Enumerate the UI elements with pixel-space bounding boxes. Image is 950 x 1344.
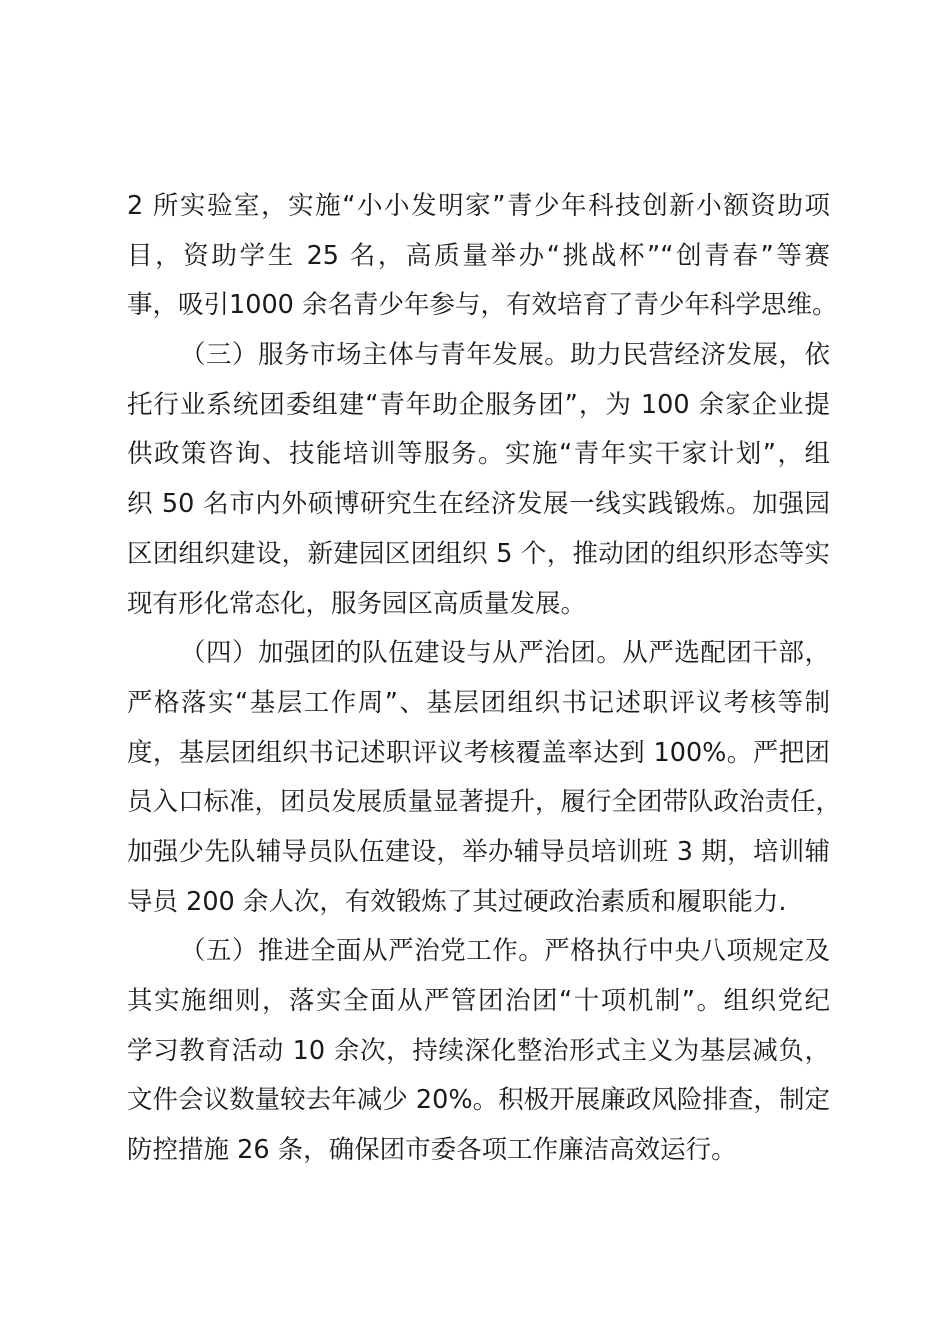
text-line-content: 托行业系统团委组建“青年助企服务团”，为 100 余家企业提: [127, 389, 830, 420]
text-line: [0, 1126, 950, 1176]
text-line: [0, 977, 950, 1027]
text-line: [0, 679, 950, 729]
text-line: [0, 580, 950, 630]
text-line-content: 织 50 名市内外硕博研究生在经济发展一线实践锻炼。加强园: [127, 489, 830, 520]
text-line-content: 度，基层团组织书记述职评议考核覆盖率达到 100%。严把团: [127, 737, 830, 768]
text-line-content: 目，资助学生 25 名，高质量举办“挑战杯”“创青春”等赛: [127, 240, 830, 271]
text-line: [0, 1027, 950, 1077]
text-line-content: （五）推进全面从严治党工作。严格执行中央八项规定及: [180, 936, 830, 967]
text-line-content: 严格落实“基层工作周”、基层团组织书记述职评议考核等制: [127, 687, 830, 718]
text-line-content: （三）服务市场主体与青年发展。助力民营经济发展，依: [180, 340, 830, 371]
text-line: [0, 281, 950, 331]
text-line-content: 现有形化常态化，服务园区高质量发展。: [127, 588, 587, 619]
text-line-content: 2 所实验室，实施“小小发明家”青少年科技创新小额资助项: [127, 191, 830, 221]
text-line: [0, 182, 950, 232]
text-line: [0, 878, 950, 928]
document-body: [0, 182, 950, 1176]
text-line-content: 供政策咨询、技能培训等服务。实施“青年实干家计划”，组: [127, 439, 830, 470]
text-line-content: 防控措施 26 条，确保团市委各项工作廉洁高效运行。: [127, 1135, 737, 1166]
text-line: [0, 629, 950, 679]
text-line: [0, 530, 950, 580]
text-line: [0, 381, 950, 431]
text-line-content: 区团组织建设，新建园区团组织 5 个，推动团的组织形态等实: [127, 538, 830, 569]
text-line-content: 事，吸引1000 余名青少年参与，有效培育了青少年科学思维。: [127, 290, 838, 321]
text-line-content: 其实施细则，落实全面从严管团治团“十项机制”。组织党纪: [127, 986, 830, 1016]
text-line-content: （四）加强团的队伍建设与从严治团。从严选配团干部，: [180, 638, 830, 669]
text-line-content: 加强少先队辅导员队伍建设，举办辅导员培训班 3 期，培训辅: [127, 836, 830, 867]
text-line: [0, 331, 950, 381]
text-line-content: 员入口标准，团员发展质量显著提升，履行全团带队政治责任，: [127, 787, 842, 818]
text-line: [0, 430, 950, 480]
text-line: [0, 232, 950, 282]
text-line: [0, 828, 950, 878]
text-line-content: 学习教育活动 10 余次，持续深化整治形式主义为基层减负，: [127, 1035, 830, 1066]
text-line: [0, 480, 950, 530]
text-line: [0, 927, 950, 977]
text-line: [0, 778, 950, 828]
text-line: [0, 729, 950, 779]
text-line-content: 导员 200 余人次，有效锻炼了其过硬政治素质和履职能力.: [127, 886, 787, 917]
text-line: [0, 1076, 950, 1126]
text-line-content: 文件会议数量较去年减少 20%。积极开展廉政风险排查，制定: [127, 1085, 830, 1116]
